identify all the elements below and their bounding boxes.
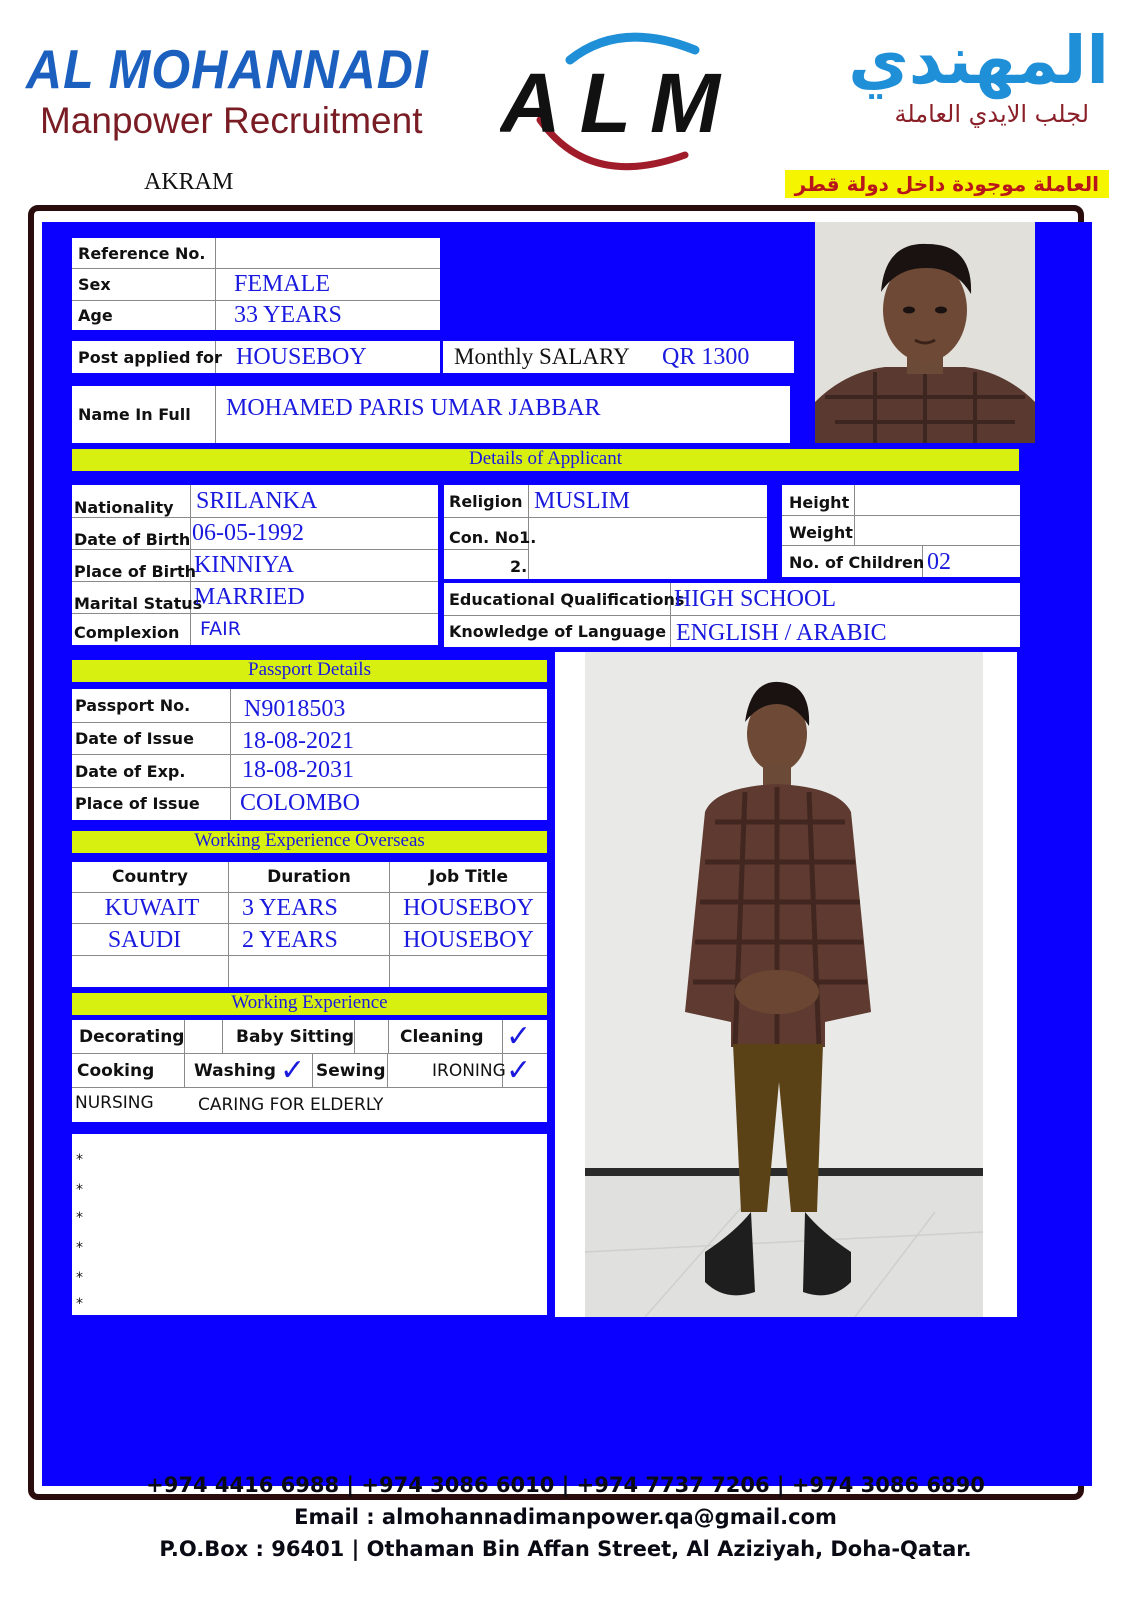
qatar-note: العاملة موجودة داخل دولة قطر: [785, 170, 1109, 198]
children-label: No. of Children: [789, 552, 925, 572]
brand-name: AL MOHANNADI: [26, 38, 429, 101]
skill-washing: Washing: [194, 1060, 276, 1081]
height-label: Height: [789, 492, 850, 512]
expiry-date-label: Date of Exp.: [75, 761, 186, 781]
name-label: Name In Full: [78, 405, 191, 424]
overseas-header-duration: Duration: [267, 867, 351, 887]
note-bullet: *: [76, 1210, 83, 1226]
overseas-row-1-job: HOUSEBOY: [403, 894, 534, 921]
overseas-header-job: Job Title: [429, 867, 508, 887]
note-bullet: *: [76, 1182, 83, 1198]
sex-label: Sex: [78, 275, 111, 294]
full-body-photo: [555, 652, 1017, 1317]
age-label: Age: [78, 306, 113, 325]
ironing-check-icon: ✓: [506, 1054, 532, 1087]
alm-logo: [500, 20, 730, 180]
age-value: 33 YEARS: [234, 302, 342, 328]
details-religion-box: [444, 485, 767, 579]
overseas-row-2-country: SAUDI: [107, 926, 182, 953]
religion-label: Religion: [449, 491, 523, 511]
marital-label: Marital Status: [74, 593, 203, 613]
place-of-issue-value: COLOMBO: [240, 790, 361, 816]
salary-value: QR 1300: [662, 343, 750, 370]
note-bullet: *: [76, 1296, 83, 1312]
language-label: Knowledge of Language: [449, 621, 667, 641]
passport-number-value: N9018503: [244, 696, 346, 722]
overseas-row-2-duration: 2 YEARS: [242, 926, 338, 953]
pob-label: Place of Birth: [74, 561, 197, 581]
note-bullet: *: [76, 1270, 83, 1286]
skill-cleaning: Cleaning: [400, 1026, 484, 1047]
salary-label: Monthly SALARY: [454, 344, 630, 369]
place-of-issue-label: Place of Issue: [75, 794, 200, 813]
education-label: Educational Qualifications: [449, 589, 685, 609]
details-personal-box: [72, 485, 438, 645]
footer-address: P.O.Box : 96401 | Othaman Bin Affan Street, Al Aziziyah, Doha-Qatar.: [159, 1537, 972, 1561]
overseas-header-country: Country: [112, 867, 188, 887]
footer-phones: +974 4416 6988 | +974 3086 6010 | +974 7737 7206 | +974 3086 6890: [146, 1473, 985, 1497]
marital-value: MARRIED: [194, 583, 305, 610]
footer-email: Email : almohannadimanpower.qa@gmail.com: [294, 1505, 837, 1529]
details-physical-box: [782, 485, 1020, 577]
brand-subtitle-arabic: لجلب الايدي العاملة: [894, 99, 1089, 128]
contact-1-label: Con. No1.: [449, 527, 537, 547]
overseas-title: Working Experience Overseas: [72, 831, 547, 853]
overseas-row-2-job: HOUSEBOY: [403, 926, 534, 953]
cleaning-check-icon: ✓: [506, 1020, 532, 1053]
basic-info-box: [72, 238, 440, 330]
pob-value: KINNIYA: [194, 551, 294, 578]
overseas-row-1-duration: 3 YEARS: [242, 894, 338, 921]
dob-label: Date of Birth: [74, 529, 191, 549]
skill-decorating: Decorating: [79, 1026, 185, 1047]
dob-value: 06-05-1992: [192, 519, 304, 546]
portrait-photo: [815, 222, 1035, 443]
skills-table: [72, 1020, 547, 1122]
passport-number-label: Passport No.: [75, 696, 191, 715]
logo-text: ALM: [500, 56, 720, 150]
issue-date-value: 18-08-2021: [242, 727, 354, 754]
full-name-box: [72, 386, 790, 443]
contact-2-label: 2.: [510, 556, 528, 576]
children-value: 02: [927, 548, 951, 575]
skill-sewing: Sewing: [316, 1060, 386, 1081]
overseas-table: [72, 862, 547, 987]
sex-value: FEMALE: [234, 271, 330, 297]
brand-name-arabic: المهندي: [848, 22, 1109, 99]
skill-caring-elderly: CARING FOR ELDERLY: [198, 1095, 384, 1115]
passport-title: Passport Details: [72, 660, 547, 682]
details-education-box: [444, 583, 1020, 647]
reference-label: Reference No.: [78, 243, 206, 263]
passport-box: [72, 689, 547, 820]
skill-cooking: Cooking: [77, 1060, 155, 1081]
nationality-value: SRILANKA: [196, 487, 318, 514]
brand-arabic: [739, 22, 1109, 128]
details-title: Details of Applicant: [72, 449, 1019, 471]
issue-date-label: Date of Issue: [75, 728, 194, 748]
complexion-label: Complexion: [74, 622, 180, 642]
religion-value: MUSLIM: [534, 487, 631, 514]
name-value: MOHAMED PARIS UMAR JABBAR: [226, 394, 601, 421]
overseas-row-1-country: KUWAIT: [104, 894, 200, 921]
notes-box: [72, 1134, 547, 1315]
brand-subtitle: Manpower Recruitment: [40, 100, 423, 141]
education-value: HIGH SCHOOL: [674, 585, 836, 612]
skill-ironing: IRONING: [432, 1060, 506, 1081]
expiry-date-value: 18-08-2031: [242, 756, 354, 783]
note-bullet: *: [76, 1152, 83, 1168]
skill-baby-sitting: Baby Sitting: [236, 1026, 355, 1047]
post-value: HOUSEBOY: [236, 343, 367, 370]
skills-title: Working Experience: [72, 993, 547, 1015]
skill-nursing: NURSING: [75, 1093, 154, 1113]
brand-english: [26, 38, 496, 142]
weight-label: Weight: [789, 522, 853, 542]
agent-name: AKRAM: [144, 169, 234, 195]
nationality-label: Nationality: [74, 497, 174, 517]
post-salary-box: [72, 341, 794, 373]
washing-check-icon: ✓: [280, 1054, 306, 1087]
complexion-value: FAIR: [200, 618, 241, 640]
note-bullet: *: [76, 1240, 83, 1256]
post-label: Post applied for: [78, 347, 222, 367]
language-value: ENGLISH / ARABIC: [676, 619, 887, 646]
